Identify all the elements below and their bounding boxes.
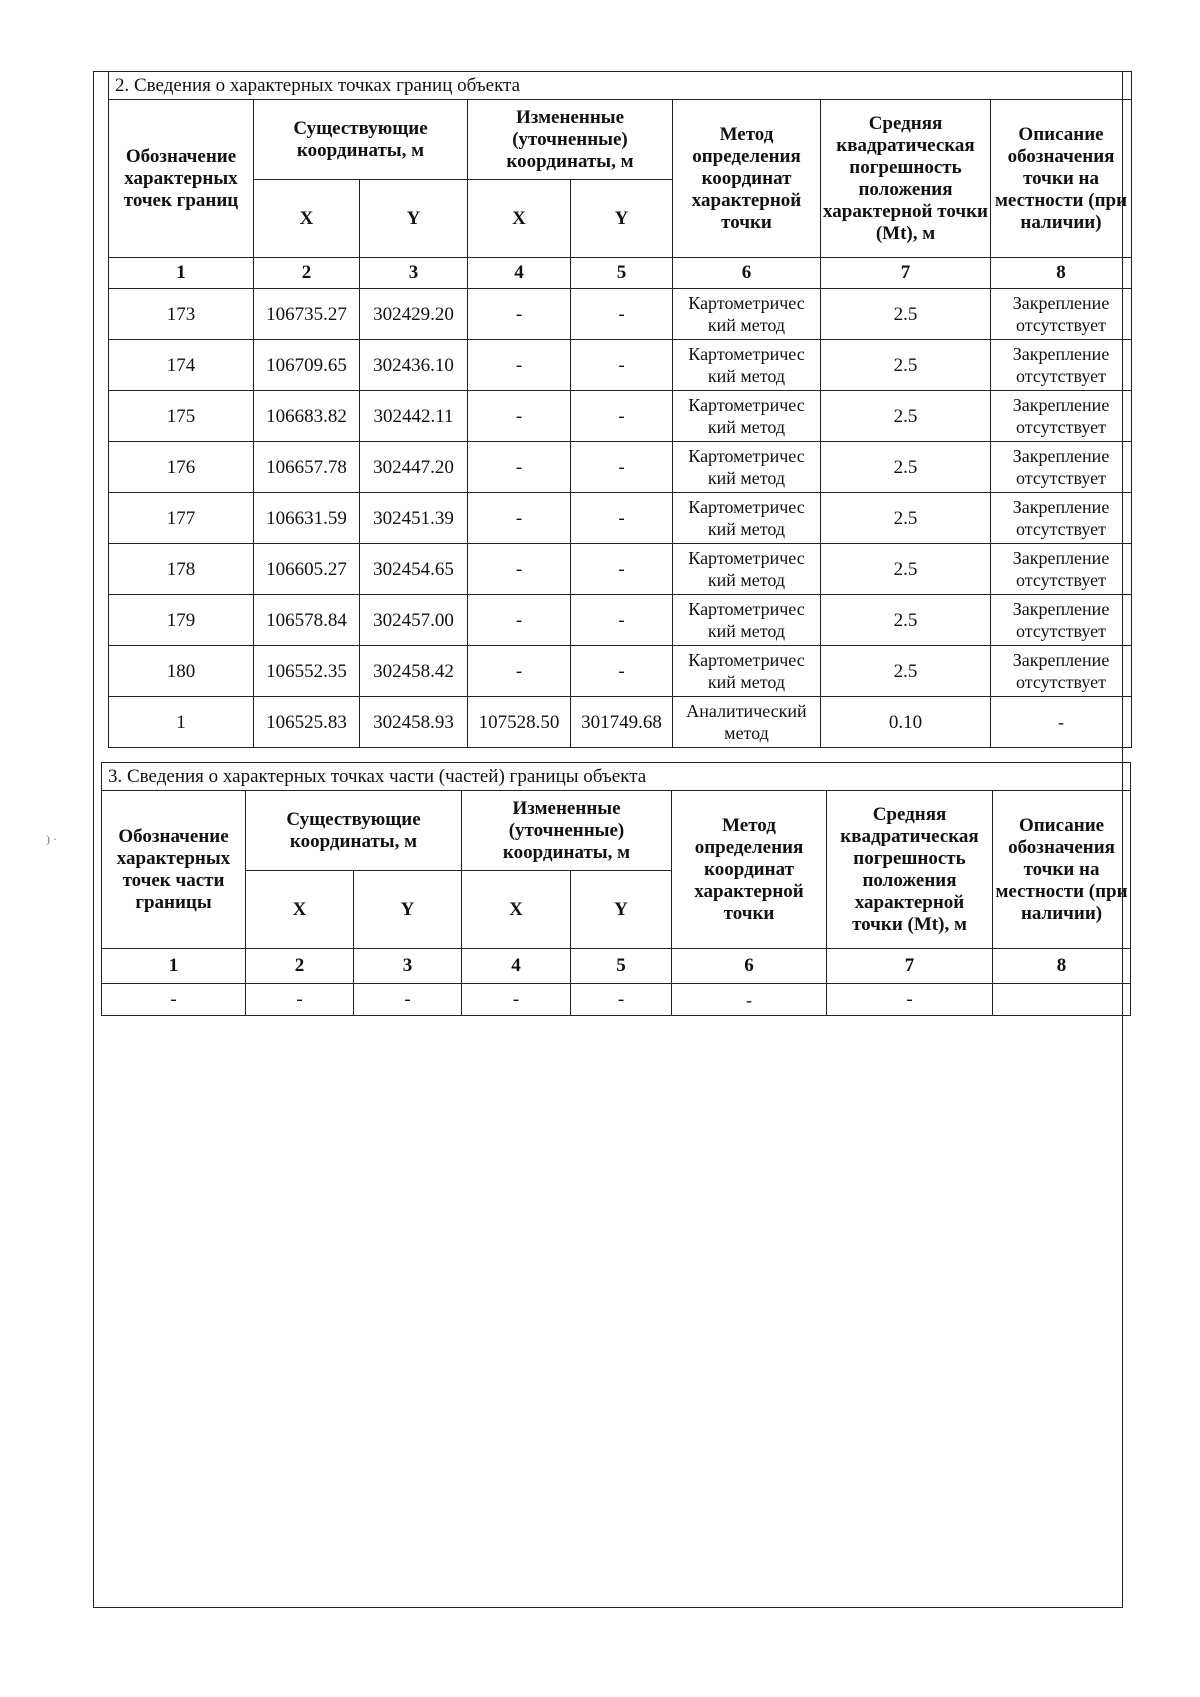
point-id-cell: 174 (109, 340, 254, 391)
y-cell: 302429.20 (360, 289, 468, 340)
point-id-cell: 179 (109, 595, 254, 646)
y-cell: 302458.42 (360, 646, 468, 697)
new-x-cell: - (468, 544, 571, 595)
error-cell: 2.5 (821, 340, 991, 391)
column-number: 3 (354, 949, 462, 984)
column-number: 4 (468, 258, 571, 289)
point-id-cell: 173 (109, 289, 254, 340)
column-number: 8 (991, 258, 1132, 289)
y-cell: - (354, 984, 462, 1016)
column-number: 1 (109, 258, 254, 289)
x-cell: 106552.35 (254, 646, 360, 697)
description-cell: Закрепление отсутствует (991, 391, 1132, 442)
header-changed-coords: Измененные (уточненные) координаты, м (468, 100, 673, 180)
point-id-cell: 180 (109, 646, 254, 697)
section-title: 2. Сведения о характерных точках границ объекта (109, 72, 1132, 100)
y-cell: 302447.20 (360, 442, 468, 493)
method-cell: Картометричес кий метод (673, 493, 821, 544)
method-cell: Картометричес кий метод (673, 340, 821, 391)
new-y-cell: - (571, 646, 673, 697)
new-x-cell: - (468, 493, 571, 544)
column-number: 7 (827, 949, 993, 984)
error-cell: - (827, 984, 993, 1016)
table-row (109, 595, 1132, 646)
table-row (109, 340, 1132, 391)
x-cell: 106683.82 (254, 391, 360, 442)
table-row (109, 544, 1132, 595)
section-title: 3. Сведения о характерных точках части (частей) границы объекта (102, 763, 1131, 791)
table-row (109, 442, 1132, 493)
point-id-cell: 177 (109, 493, 254, 544)
table-row (109, 493, 1132, 544)
description-cell: Закрепление отсутствует (991, 646, 1132, 697)
new-y-cell: - (571, 544, 673, 595)
column-number: 7 (821, 258, 991, 289)
new-x-cell: - (468, 595, 571, 646)
method-cell: Картометричес кий метод (673, 544, 821, 595)
new-x-cell: 107528.50 (468, 697, 571, 748)
description-cell: Закрепление отсутствует (991, 340, 1132, 391)
header-x: X (254, 180, 360, 258)
column-numbers-row (102, 949, 1131, 984)
new-x-cell: - (468, 340, 571, 391)
description-cell (993, 984, 1131, 1016)
column-number: 1 (102, 949, 246, 984)
method-cell: Картометричес кий метод (673, 289, 821, 340)
error-cell: 2.5 (821, 646, 991, 697)
new-y-cell: - (571, 984, 672, 1016)
x-cell: 106631.59 (254, 493, 360, 544)
error-cell: 2.5 (821, 442, 991, 493)
error-cell: 2.5 (821, 544, 991, 595)
header-error: Средняя квадратическая погрешность положения характерной точки (Mt), м (827, 791, 993, 949)
header-new-y: Y (571, 871, 672, 949)
y-cell: 302442.11 (360, 391, 468, 442)
column-number: 2 (254, 258, 360, 289)
table-row (109, 391, 1132, 442)
description-cell: - (991, 697, 1132, 748)
new-y-cell: - (571, 340, 673, 391)
method-cell: - (672, 984, 827, 1016)
x-cell: 106578.84 (254, 595, 360, 646)
x-cell: 106735.27 (254, 289, 360, 340)
y-cell: 302457.00 (360, 595, 468, 646)
column-number: 6 (673, 258, 821, 289)
new-y-cell: - (571, 442, 673, 493)
description-cell: Закрепление отсутствует (991, 595, 1132, 646)
x-cell: 106709.65 (254, 340, 360, 391)
point-id-cell: 178 (109, 544, 254, 595)
header-new-x: X (462, 871, 571, 949)
point-id-cell: 1 (109, 697, 254, 748)
error-cell: 2.5 (821, 493, 991, 544)
new-x-cell: - (468, 442, 571, 493)
header-existing-coords: Существующие координаты, м (246, 791, 462, 871)
boundary-points-table (108, 71, 1132, 748)
point-id-cell: - (102, 984, 246, 1016)
method-cell: Картометричес кий метод (673, 391, 821, 442)
y-cell: 302458.93 (360, 697, 468, 748)
column-numbers-row (109, 258, 1132, 289)
description-cell: Закрепление отсутствует (991, 493, 1132, 544)
error-cell: 0.10 (821, 697, 991, 748)
error-cell: 2.5 (821, 595, 991, 646)
part-boundary-points-body (102, 984, 1131, 1016)
new-x-cell: - (462, 984, 571, 1016)
column-number: 4 (462, 949, 571, 984)
boundary-points-body (109, 289, 1132, 748)
header-y: Y (354, 871, 462, 949)
description-cell: Закрепление отсутствует (991, 289, 1132, 340)
part-boundary-points-table (101, 762, 1131, 1016)
header-description: Описание обозначения точки на местности (при наличии) (993, 791, 1131, 949)
y-cell: 302454.65 (360, 544, 468, 595)
error-cell: 2.5 (821, 391, 991, 442)
header-method: Метод определения координат характерной точки (673, 100, 821, 258)
new-x-cell: - (468, 646, 571, 697)
header-y: Y (360, 180, 468, 258)
new-y-cell: - (571, 595, 673, 646)
column-number: 2 (246, 949, 354, 984)
y-cell: 302436.10 (360, 340, 468, 391)
method-cell: Аналитический метод (673, 697, 821, 748)
point-id-cell: 175 (109, 391, 254, 442)
point-id-cell: 176 (109, 442, 254, 493)
header-existing-coords: Существующие координаты, м (254, 100, 468, 180)
scan-artifact: ) · (46, 832, 57, 846)
description-cell: Закрепление отсутствует (991, 544, 1132, 595)
header-changed-coords: Измененные (уточненные) координаты, м (462, 791, 672, 871)
table-row (102, 984, 1131, 1016)
header-designation: Обозначение характерных точек части границы (102, 791, 246, 949)
x-cell: - (246, 984, 354, 1016)
error-cell: 2.5 (821, 289, 991, 340)
header-method: Метод определения координат характерной точки (672, 791, 827, 949)
column-number: 6 (672, 949, 827, 984)
new-x-cell: - (468, 289, 571, 340)
header-description: Описание обозначения точки на местности (при наличии) (991, 100, 1132, 258)
header-new-x: X (468, 180, 571, 258)
table-row (109, 646, 1132, 697)
new-y-cell: 301749.68 (571, 697, 673, 748)
method-cell: Картометричес кий метод (673, 442, 821, 493)
description-cell: Закрепление отсутствует (991, 442, 1132, 493)
column-number: 5 (571, 949, 672, 984)
header-designation: Обозначение характерных точек границ (109, 100, 254, 258)
table-row (109, 697, 1132, 748)
header-x: X (246, 871, 354, 949)
new-x-cell: - (468, 391, 571, 442)
x-cell: 106657.78 (254, 442, 360, 493)
method-cell: Картометричес кий метод (673, 595, 821, 646)
y-cell: 302451.39 (360, 493, 468, 544)
column-number: 3 (360, 258, 468, 289)
method-cell: Картометричес кий метод (673, 646, 821, 697)
new-y-cell: - (571, 289, 673, 340)
header-error: Средняя квадратическая погрешность положения характерной точки (Mt), м (821, 100, 991, 258)
new-y-cell: - (571, 493, 673, 544)
new-y-cell: - (571, 391, 673, 442)
column-number: 8 (993, 949, 1131, 984)
x-cell: 106525.83 (254, 697, 360, 748)
x-cell: 106605.27 (254, 544, 360, 595)
header-new-y: Y (571, 180, 673, 258)
column-number: 5 (571, 258, 673, 289)
table-row (109, 289, 1132, 340)
